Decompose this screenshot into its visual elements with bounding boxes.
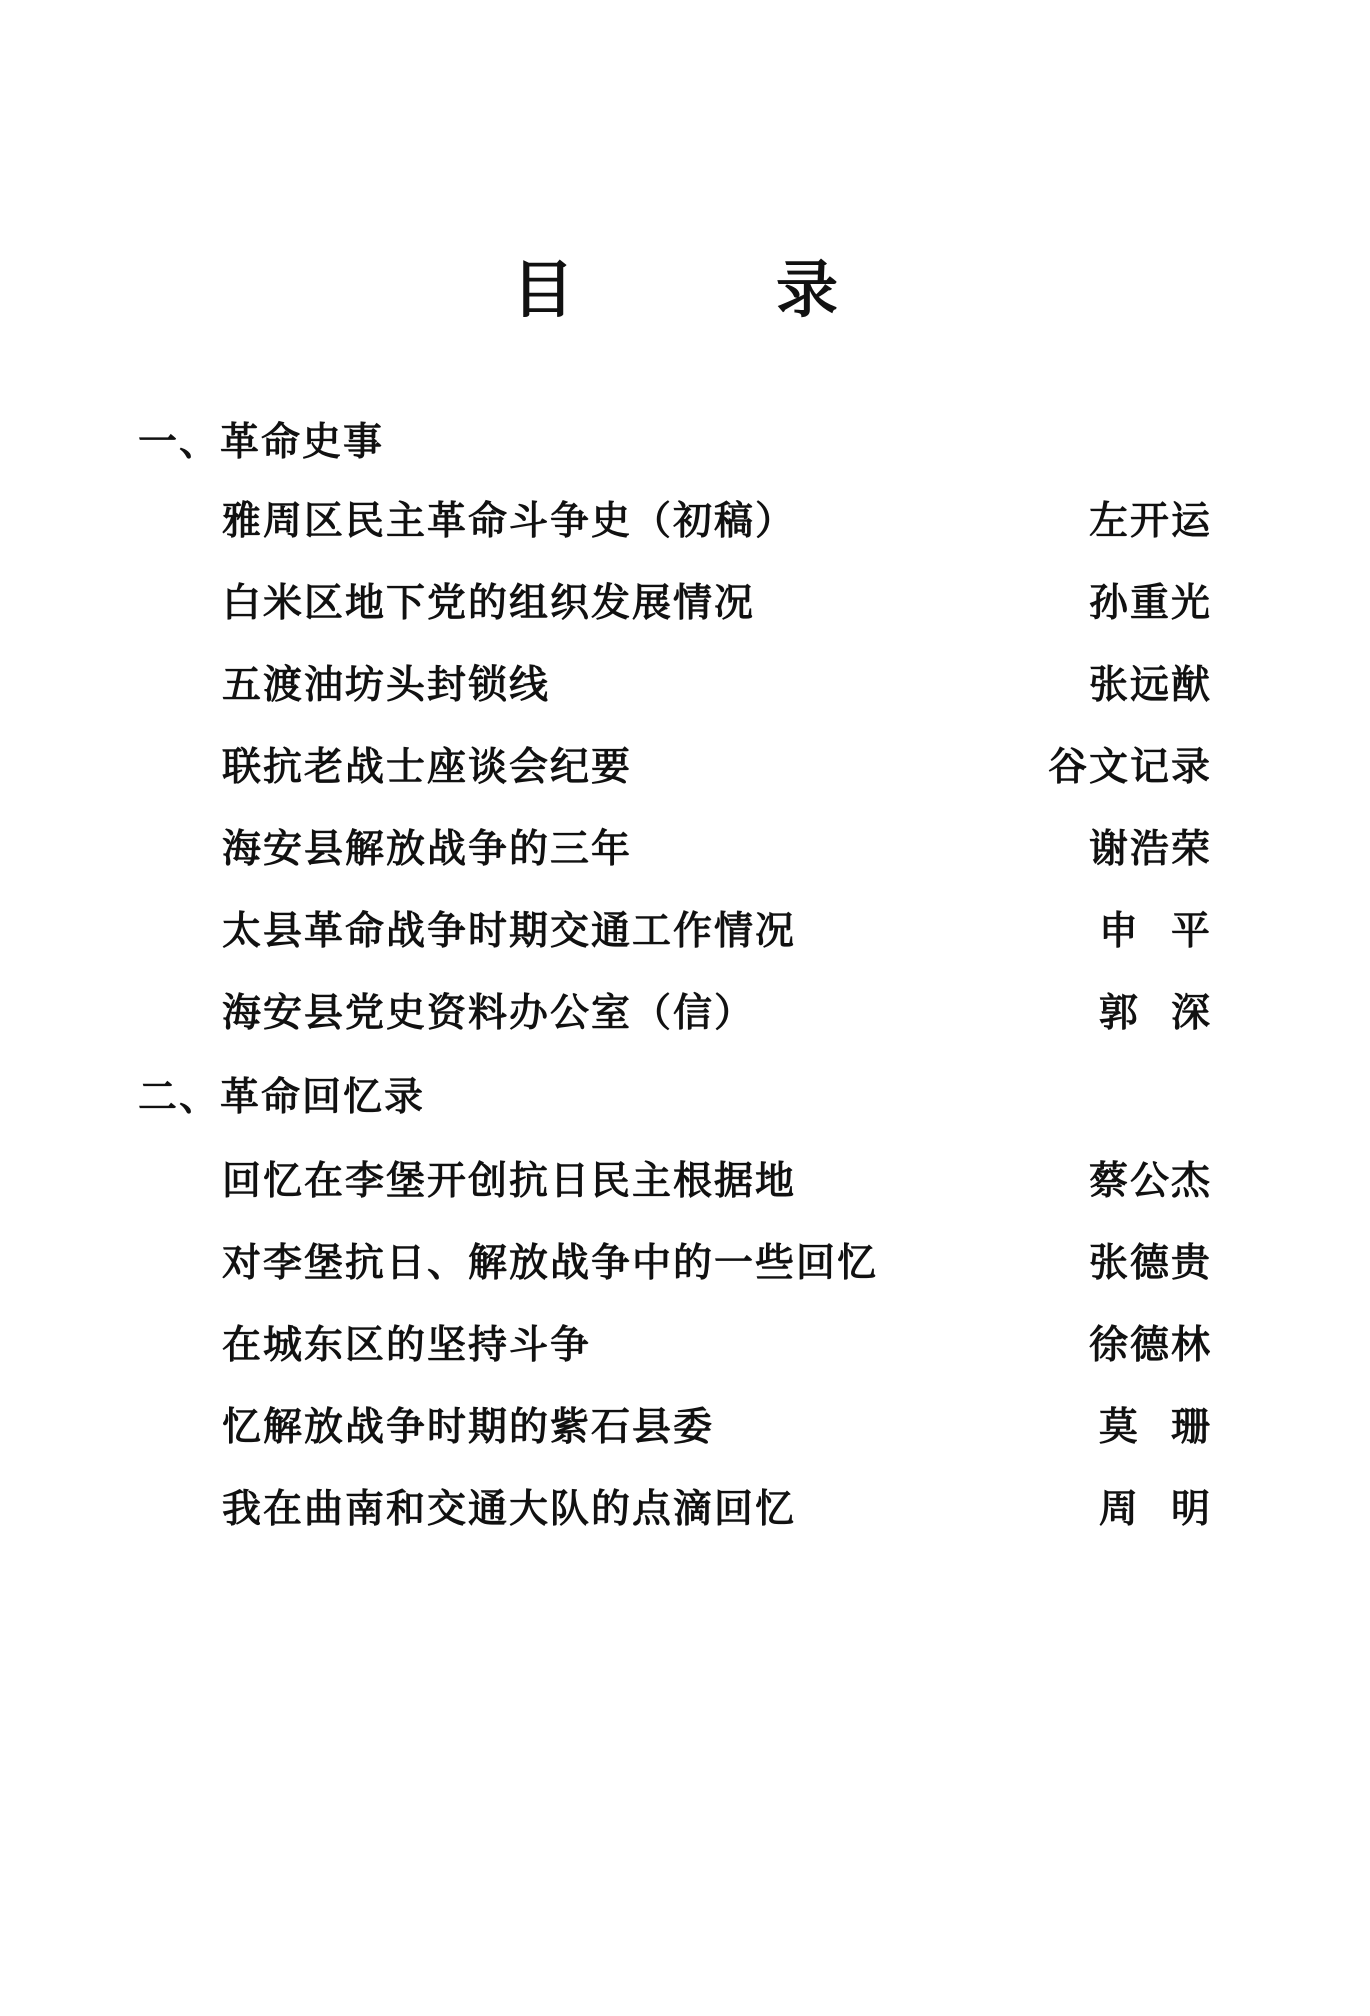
entry-title: 海安县党史资料办公室（信） bbox=[222, 990, 756, 1036]
entry-author: 左开运 bbox=[1088, 498, 1212, 544]
toc-entry bbox=[222, 578, 1212, 628]
entry-author: 张远猷 bbox=[1088, 662, 1212, 708]
toc-entry bbox=[222, 660, 1212, 710]
entry-author: 申 平 bbox=[1098, 908, 1212, 954]
entry-title: 回忆在李堡开创抗日民主根据地 bbox=[222, 1158, 797, 1204]
section-heading-revolutionary-memoirs: 二、革命回忆录 bbox=[138, 1074, 426, 1120]
toc-entry bbox=[222, 824, 1212, 874]
entry-title: 白米区地下党的组织发展情况 bbox=[222, 580, 756, 626]
toc-entry bbox=[222, 1156, 1212, 1206]
title-char-2: 录 bbox=[776, 253, 839, 326]
toc-entry bbox=[222, 1402, 1212, 1452]
toc-entry bbox=[222, 1484, 1212, 1534]
entry-author: 莫 珊 bbox=[1098, 1404, 1212, 1450]
entry-title: 忆解放战争时期的紫石县委 bbox=[222, 1404, 715, 1450]
toc-entry bbox=[222, 1238, 1212, 1288]
entry-title: 在城东区的坚持斗争 bbox=[222, 1322, 592, 1368]
entry-title: 联抗老战士座谈会纪要 bbox=[222, 744, 633, 790]
entry-author: 郭 深 bbox=[1098, 990, 1212, 1036]
title-char-1: 目 bbox=[512, 253, 575, 326]
entry-title: 五渡油坊头封锁线 bbox=[222, 662, 551, 708]
entry-author: 周 明 bbox=[1098, 1486, 1212, 1532]
page-title bbox=[0, 250, 1370, 330]
toc-entry bbox=[222, 1320, 1212, 1370]
entry-title: 对李堡抗日、解放战争中的一些回忆 bbox=[222, 1240, 879, 1286]
entry-title: 雅周区民主革命斗争史（初稿） bbox=[222, 498, 797, 544]
toc-entry bbox=[222, 496, 1212, 546]
entry-title: 太县革命战争时期交通工作情况 bbox=[222, 908, 797, 954]
entry-author: 孙重光 bbox=[1088, 580, 1212, 626]
entry-author: 谢浩荣 bbox=[1088, 826, 1212, 872]
entry-author: 徐德林 bbox=[1088, 1322, 1212, 1368]
toc-entry bbox=[222, 906, 1212, 956]
entry-author: 谷文记录 bbox=[1047, 744, 1212, 790]
entry-title: 海安县解放战争的三年 bbox=[222, 826, 633, 872]
toc-entry bbox=[222, 988, 1212, 1038]
section-heading-revolutionary-history: 一、革命史事 bbox=[138, 419, 385, 465]
entry-title: 我在曲南和交通大队的点滴回忆 bbox=[222, 1486, 797, 1532]
entry-author: 张德贵 bbox=[1088, 1240, 1212, 1286]
toc-entry bbox=[222, 742, 1212, 792]
entry-author: 蔡公杰 bbox=[1088, 1158, 1212, 1204]
